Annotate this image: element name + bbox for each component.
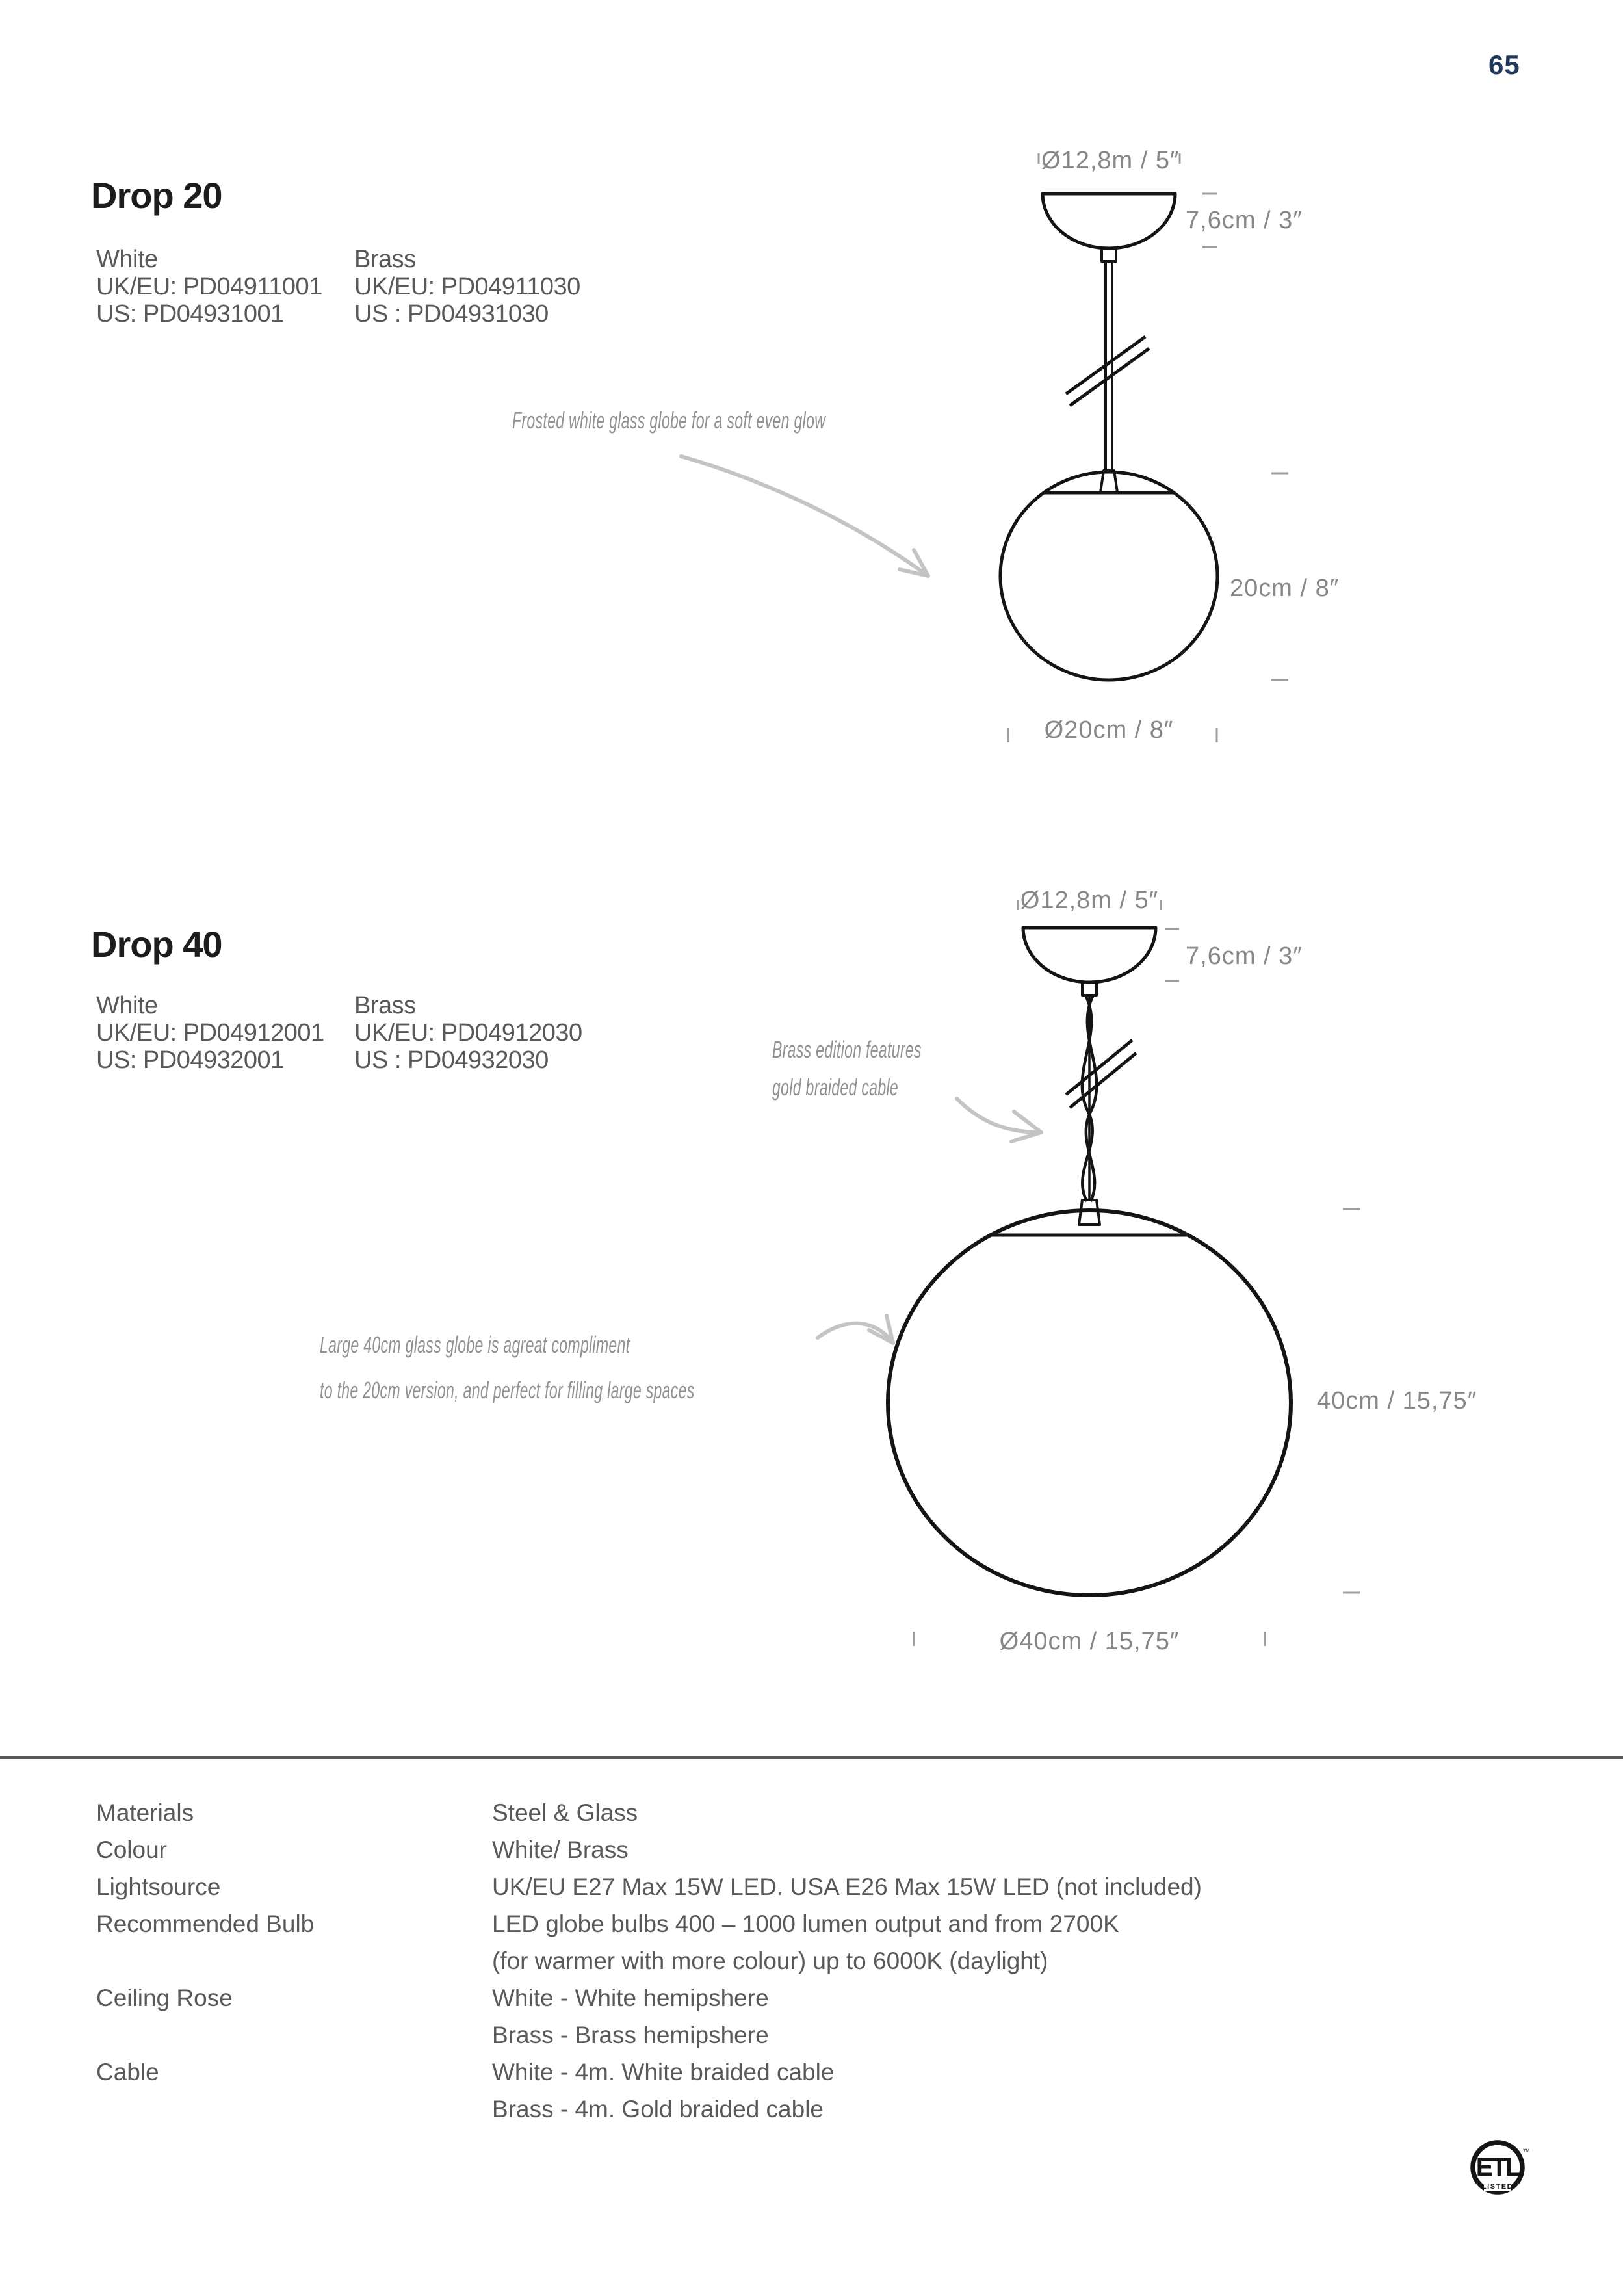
drop20-rose-socket bbox=[1102, 248, 1116, 261]
page-number: 65 bbox=[1488, 49, 1520, 80]
drop20-dim-rose-height: 7,6cm / 3″ bbox=[1186, 207, 1303, 234]
drop20-dim-globe-diameter: Ø20cm / 8″ bbox=[1044, 716, 1174, 744]
spec-value-rose-brass: Brass - Brass hemipshere bbox=[492, 2022, 769, 2048]
spec-label-ceiling-rose: Ceiling Rose bbox=[96, 1985, 233, 2011]
spec-value-bulb-line2: (for warmer with more colour) up to 6000K (daylight) bbox=[492, 1948, 1048, 1974]
drop40-title: Drop 40 bbox=[91, 924, 222, 965]
drop40-dim-rose-diameter: Ø12,8m / 5″ bbox=[1020, 887, 1159, 914]
drop40-globe-annotation-arrow bbox=[818, 1316, 893, 1343]
drop40-white-code-ukeu: UK/EU: PD04912001 bbox=[96, 1019, 324, 1047]
drop40-cable-annotation-arrow bbox=[957, 1099, 1041, 1141]
drop40-annotation-cable-line2: gold braided cable bbox=[772, 1074, 899, 1101]
drop40-brass-code-ukeu: UK/EU: PD04912030 bbox=[354, 1019, 582, 1047]
drop20-globe-socket bbox=[1100, 471, 1117, 492]
spec-value-cable-brass: Brass - 4m. Gold braided cable bbox=[492, 2096, 824, 2122]
drop20-white-code-us: US: PD04931001 bbox=[96, 300, 284, 328]
etl-logo-text: ETL bbox=[1475, 2153, 1520, 2182]
drop40-brass-code-us: US : PD04932030 bbox=[354, 1047, 549, 1074]
drop40-brass-name: Brass bbox=[354, 992, 416, 1019]
etl-listed-text: LISTED bbox=[1481, 2183, 1514, 2191]
etl-listed-logo-icon bbox=[1465, 2136, 1543, 2208]
spec-label-colour: Colour bbox=[96, 1836, 167, 1863]
drop40-white-code-us: US: PD04932001 bbox=[96, 1047, 284, 1074]
drop40-globe bbox=[888, 1210, 1291, 1595]
drop20-white-name: White bbox=[96, 246, 158, 273]
drop20-annotation: Frosted white glass globe for a soft even glow bbox=[512, 407, 826, 434]
spec-label-lightsource: Lightsource bbox=[96, 1873, 221, 1900]
drop40-annotation-globe-line2: to the 20cm version, and perfect for filling large spaces bbox=[320, 1377, 695, 1403]
drop20-dim-globe-height: 20cm / 8″ bbox=[1230, 575, 1340, 602]
drop40-drawing bbox=[888, 928, 1291, 1595]
drop40-white-name: White bbox=[96, 992, 158, 1019]
drop40-dim-globe-height: 40cm / 15,75″ bbox=[1317, 1387, 1477, 1415]
drop20-white-code-ukeu: UK/EU: PD04911001 bbox=[96, 273, 322, 300]
drop20-dim-rose-diameter: Ø12,8m / 5″ bbox=[1041, 147, 1180, 174]
drop40-rose-socket bbox=[1082, 982, 1097, 995]
spec-label-materials: Materials bbox=[96, 1799, 194, 1826]
drop40-dimension-marks bbox=[914, 900, 1360, 1646]
spec-value-bulb-line1: LED globe bulbs 400 – 1000 lumen output and from 2700K bbox=[492, 1911, 1119, 1937]
spec-value-materials: Steel & Glass bbox=[492, 1799, 638, 1826]
spec-label-recommended-bulb: Recommended Bulb bbox=[96, 1911, 315, 1937]
spec-value-colour: White/ Brass bbox=[492, 1836, 629, 1863]
drop20-title: Drop 20 bbox=[91, 175, 222, 216]
drop20-dimension-marks bbox=[1008, 153, 1288, 742]
spec-value-rose-white: White - White hemipshere bbox=[492, 1985, 769, 2011]
drop40-dim-globe-diameter: Ø40cm / 15,75″ bbox=[999, 1628, 1180, 1655]
drop20-brass-name: Brass bbox=[354, 246, 416, 273]
drop40-annotation-globe-line1: Large 40cm glass globe is agreat compliment bbox=[320, 1331, 630, 1358]
drop20-drawing bbox=[1000, 194, 1217, 680]
drop40-cable-break-mark bbox=[1066, 1040, 1136, 1108]
spec-value-lightsource: UK/EU E27 Max 15W LED. USA E26 Max 15W LED (not included) bbox=[492, 1873, 1202, 1900]
spec-value-cable-white: White - 4m. White braided cable bbox=[492, 2059, 835, 2085]
drop20-brass-code-us: US : PD04931030 bbox=[354, 300, 549, 328]
drop40-annotation-cable-line1: Brass edition features bbox=[772, 1036, 922, 1063]
drop20-cable-break-mark bbox=[1066, 337, 1149, 406]
drop20-annotation-arrow bbox=[681, 456, 928, 576]
drop20-ceiling-rose bbox=[1043, 194, 1175, 248]
drop20-globe bbox=[1000, 472, 1217, 680]
etl-trademark-text: ™ bbox=[1522, 2147, 1530, 2156]
drop20-brass-code-ukeu: UK/EU: PD04911030 bbox=[354, 273, 580, 300]
drop40-dim-rose-height: 7,6cm / 3″ bbox=[1186, 943, 1303, 970]
spec-label-cable: Cable bbox=[96, 2059, 159, 2085]
section-divider bbox=[0, 1756, 1623, 1759]
drop40-ceiling-rose bbox=[1023, 928, 1156, 982]
